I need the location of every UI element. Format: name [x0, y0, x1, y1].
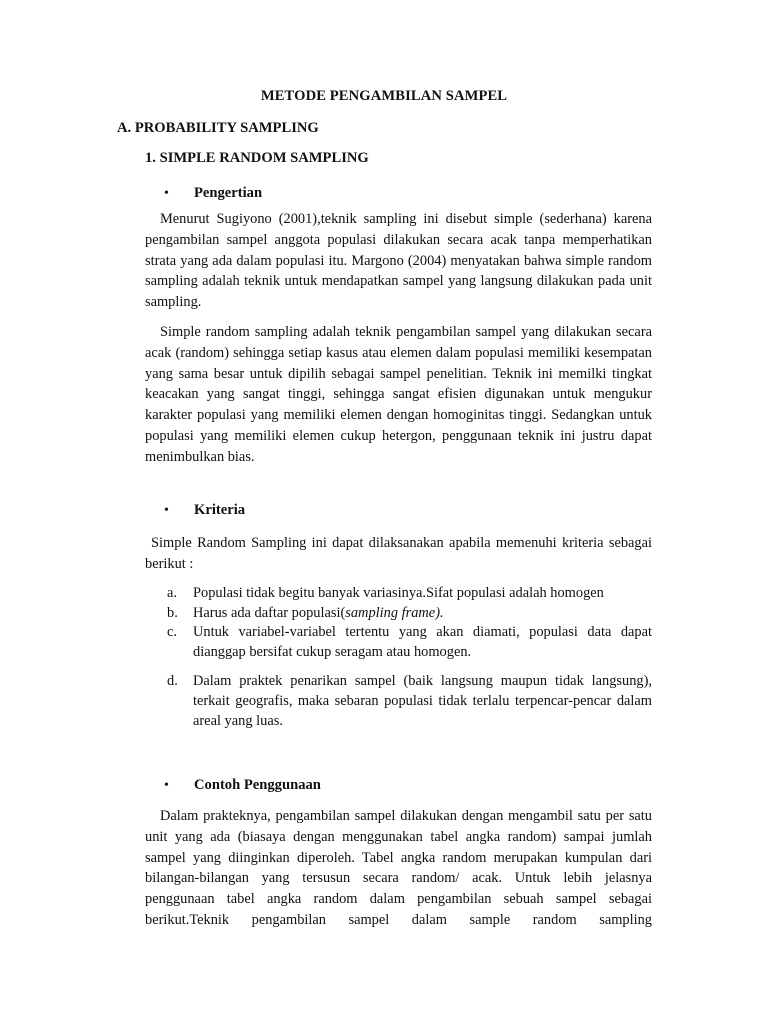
- bullet-heading-contoh-penggunaan: [164, 777, 321, 794]
- list-item: [167, 604, 652, 624]
- pengertian-paragraph-1: Menurut Sugiyono (2001),teknik sampling ini disebut simple (sederhana) karena pengambilan sampel anggota populasi dilakukan secara acak tanpa memperhatikan strata yang ada dalam populasi itu. Margono (2004) menyatakan bahwa simple random sampling adalah teknik untuk mendapatkan sampel yang langsung dilakukan pada unit sampling.: [145, 211, 652, 311]
- page-title: METODE PENGAMBILAN SAMPEL: [260, 88, 508, 104]
- subsection-heading-simple-random-sampling: 1. SIMPLE RANDOM SAMPLING: [145, 150, 369, 166]
- bullet-icon: •: [164, 503, 169, 518]
- bullet-icon: •: [164, 186, 169, 201]
- pengertian-paragraph-2: Simple random sampling adalah teknik pengambilan sampel yang dilakukan secara acak (random) sehingga setiap kasus atau elemen dalam populasi memiliki kesempatan yang sama besar untuk dipilih sebagai sampel penelitian. Teknik ini memilki tingkat keacakan yang sangat tinggi, sehingga sangat efisien digunakan untuk mengukur karakter populasi yang memiliki elemen dengan homoginitas tinggi. Sedangkan untuk populasi yang memiliki elemen cukup hetergon, penggunaan teknik ini justru dapat menimbulkan bias.: [145, 324, 652, 465]
- bullet-heading-pengertian: [164, 185, 262, 202]
- list-item-text-italic: sampling frame).: [345, 604, 444, 621]
- list-item: [167, 584, 652, 604]
- list-item-text: [193, 604, 652, 624]
- kriteria-intro: Simple Random Sampling ini dapat dilaksanakan apabila memenuhi kriteria sebagai berikut :: [145, 535, 652, 572]
- list-item-text-plain: Harus ada daftar populasi(: [193, 604, 346, 621]
- list-item-text: Dalam praktek penarikan sampel (baik langsung maupun tidak langsung), terkait geografis, maka sebaran populasi tidak terlalu terpencar-pencar dalam areal yang luas.: [193, 673, 652, 729]
- list-item: [167, 672, 652, 731]
- list-marker: a.: [167, 585, 177, 601]
- contoh-paragraph: Dalam prakteknya, pengambilan sampel dilakukan dengan mengambil satu per satu unit yang ada (biasaya dengan menggunakan tabel angka random) sampai jumlah sampel yang diinginkan diperoleh. Tabel angka random merupakan kumpulan dari bilangan-bilangan yang tersusun secara random/ acak. Untuk lebih jelasnya penggunaan tabel angka random dalam pengambilan sebuah sampel sebagai berikut.Teknik pengambilan sampel dalam sample random sampling: [145, 808, 652, 928]
- pengertian-heading: Pengertian: [194, 185, 263, 201]
- list-marker: c.: [167, 624, 177, 641]
- list-item-text: Populasi tidak begitu banyak variasinya.Sifat populasi adalah homogen: [193, 585, 604, 601]
- contoh-heading: Contoh Penggunaan: [194, 777, 321, 793]
- kriteria-list: [167, 584, 652, 731]
- list-item-text: Untuk variabel-variabel tertentu yang akan diamati, populasi data dapat dianggap bersifat cukup seragam atau homogen.: [193, 624, 652, 660]
- list-marker: d.: [167, 673, 178, 690]
- kriteria-heading: Kriteria: [194, 502, 246, 518]
- list-item: [167, 623, 652, 662]
- section-heading-probability-sampling: A. PROBABILITY SAMPLING: [117, 120, 319, 136]
- list-marker: b.: [167, 604, 178, 621]
- bullet-icon: •: [164, 778, 169, 793]
- bullet-heading-kriteria: [164, 502, 245, 519]
